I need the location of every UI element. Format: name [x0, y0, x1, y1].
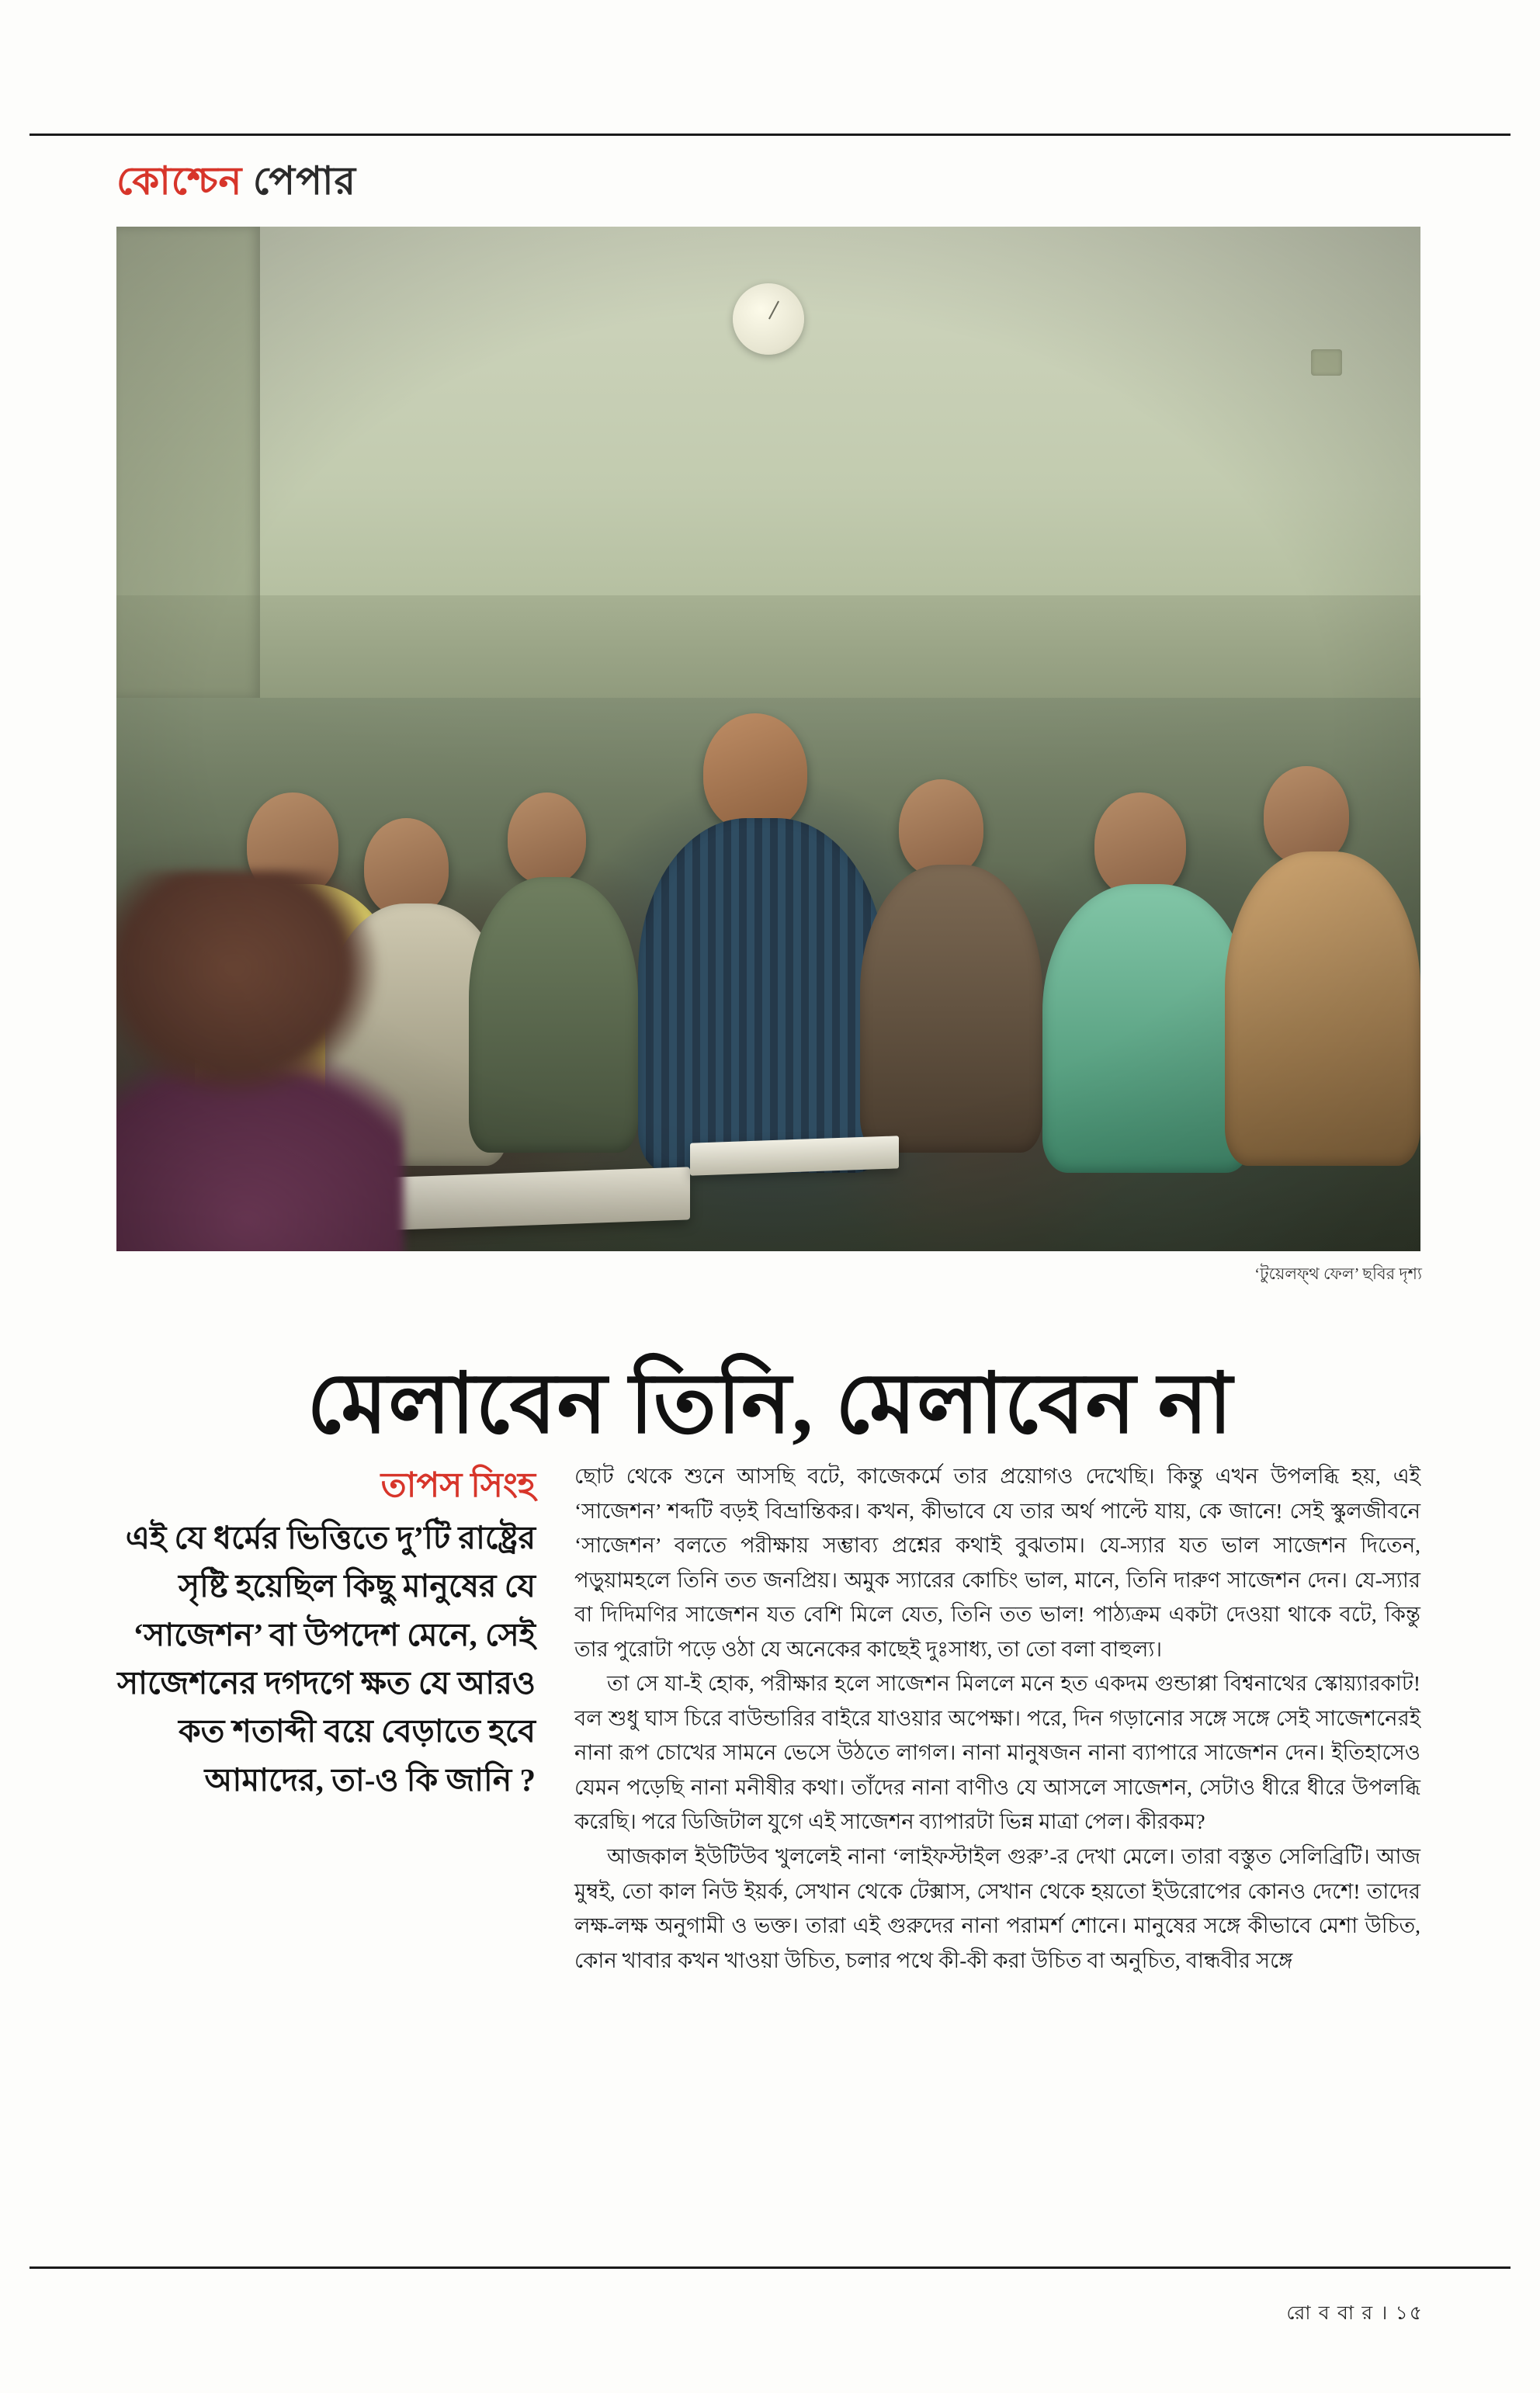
photo-background [116, 227, 1420, 1251]
photo-caption: ‘টুয়েলফ্‌থ ফেল’ ছবির দৃশ্য [1254, 1264, 1422, 1283]
photo-vignette [116, 227, 1420, 1251]
page-title: মেলাবেন তিনি, মেলাবেন না [307, 1358, 1233, 1451]
top-divider [29, 134, 1511, 136]
section-kicker [116, 152, 356, 217]
article-body [574, 1459, 1420, 1978]
author-byline: তাপস সিংহ [380, 1466, 536, 1504]
body-paragraph: আজকাল ইউটিউব খুললেই নানা ‘লাইফস্টাইল গুরু’-র দেখা মেলে। তারা বস্তুত সেলিব্রিটি। আজ মুম্বই, তো কাল নিউ ইয়র্ক, সেখান থেকে টেক্সাস, সেখান থেকে হয়তো ইউরোপের কোনও দেশে! তাদের লক্ষ-লক্ষ অনুগামী ও ভক্ত। তারা এই গুরুদের নানা পরামর্শ শোনে। মানুষের সঙ্গে কীভাবে মেশা উচিত, কোন খাবার কখন খাওয়া উচিত, চলার পথে কী-কী করা উচিত বা অনুচিত, বান্ধবীর সঙ্গে [574, 1844, 1420, 1972]
body-paragraph: ছোট থেকে শুনে আসছি বটে, কাজেকর্মে তার প্রয়োগও দেখেছি। কিন্তু এখন উপলব্ধি হয়, এই ‘সাজেশন’ শব্দটি বড়ই বিভ্রান্তিকর। কখন, কীভাবে যে তার অর্থ পাল্টে যায়, কে জানে! সেই স্কুলজীবনে ‘সাজেশন’ বলতে পরীক্ষায় সম্ভাব্য প্রশ্নের কথাই বুঝতাম। যে-স্যার যত ভাল সাজেশন দিতেন, পড়ুয়ামহলে তিনি তত জনপ্রিয়। অমুক স্যারের কোচিং ভাল, মানে, তিনি দারুণ সাজেশন দেন। যে-স্যার বা দিদিমণির সাজেশন যত বেশি মিলে যেত, তিনি তত ভাল! পাঠ্যক্রম একটা দেওয়া থাকে বটে, কিন্তু তার পুরোটা পড়ে ওঠা যে অনেকের কাছেই দুঃসাধ্য, তা তো বলা বাহুল্য। [574, 1464, 1420, 1661]
article-photo [116, 227, 1420, 1251]
standfirst-text: এই যে ধর্মের ভিত্তিতে দু’টি রাষ্ট্রের সৃষ্টি হয়েছিল কিছু মানুষের যে ‘সাজেশন’ বা উপদেশ মেনে, সেই সাজেশনের দগদগে ক্ষত যে আরও কত শতাব্দী বয়ে বেড়াতে হবে আমাদের, তা-ও কি জানি ? [117, 1520, 536, 1798]
body-paragraph: তা সে যা-ই হোক, পরীক্ষার হলে সাজেশন মিললে মনে হত একদম গুন্ডাপ্পা বিশ্বনাথের স্কোয়্যারকাট! বল শুধু ঘাস চিরে বাউন্ডারির বাইরে যাওয়ার অপেক্ষা। পরে, দিন গড়ানোর সঙ্গে সঙ্গে সেই সাজেশনেরই নানা রূপ চোখের সামনে ভেসে উঠতে লাগল। নানা মানুষজন নানা ব্যাপারে সাজেশন দেন। ইতিহাসেও যেমন পড়েছি নানা মনীষীর কথা। তাঁদের নানা বাণীও যে আসলে সাজেশন, সেটাও ধীরে ধীরে উপলব্ধি করেছি। পরে ডিজিটাল যুগে এই সাজেশন ব্যাপারটা ভিন্ন মাত্রা পেল। কীরকম? [574, 1671, 1420, 1834]
page-folio: রো ব বা র । ১৫ [1286, 2303, 1424, 2324]
kicker-red-word: কোশ্চেন [116, 159, 243, 203]
kicker-dark-word: পেপার [252, 159, 357, 203]
bottom-divider [29, 2266, 1511, 2269]
